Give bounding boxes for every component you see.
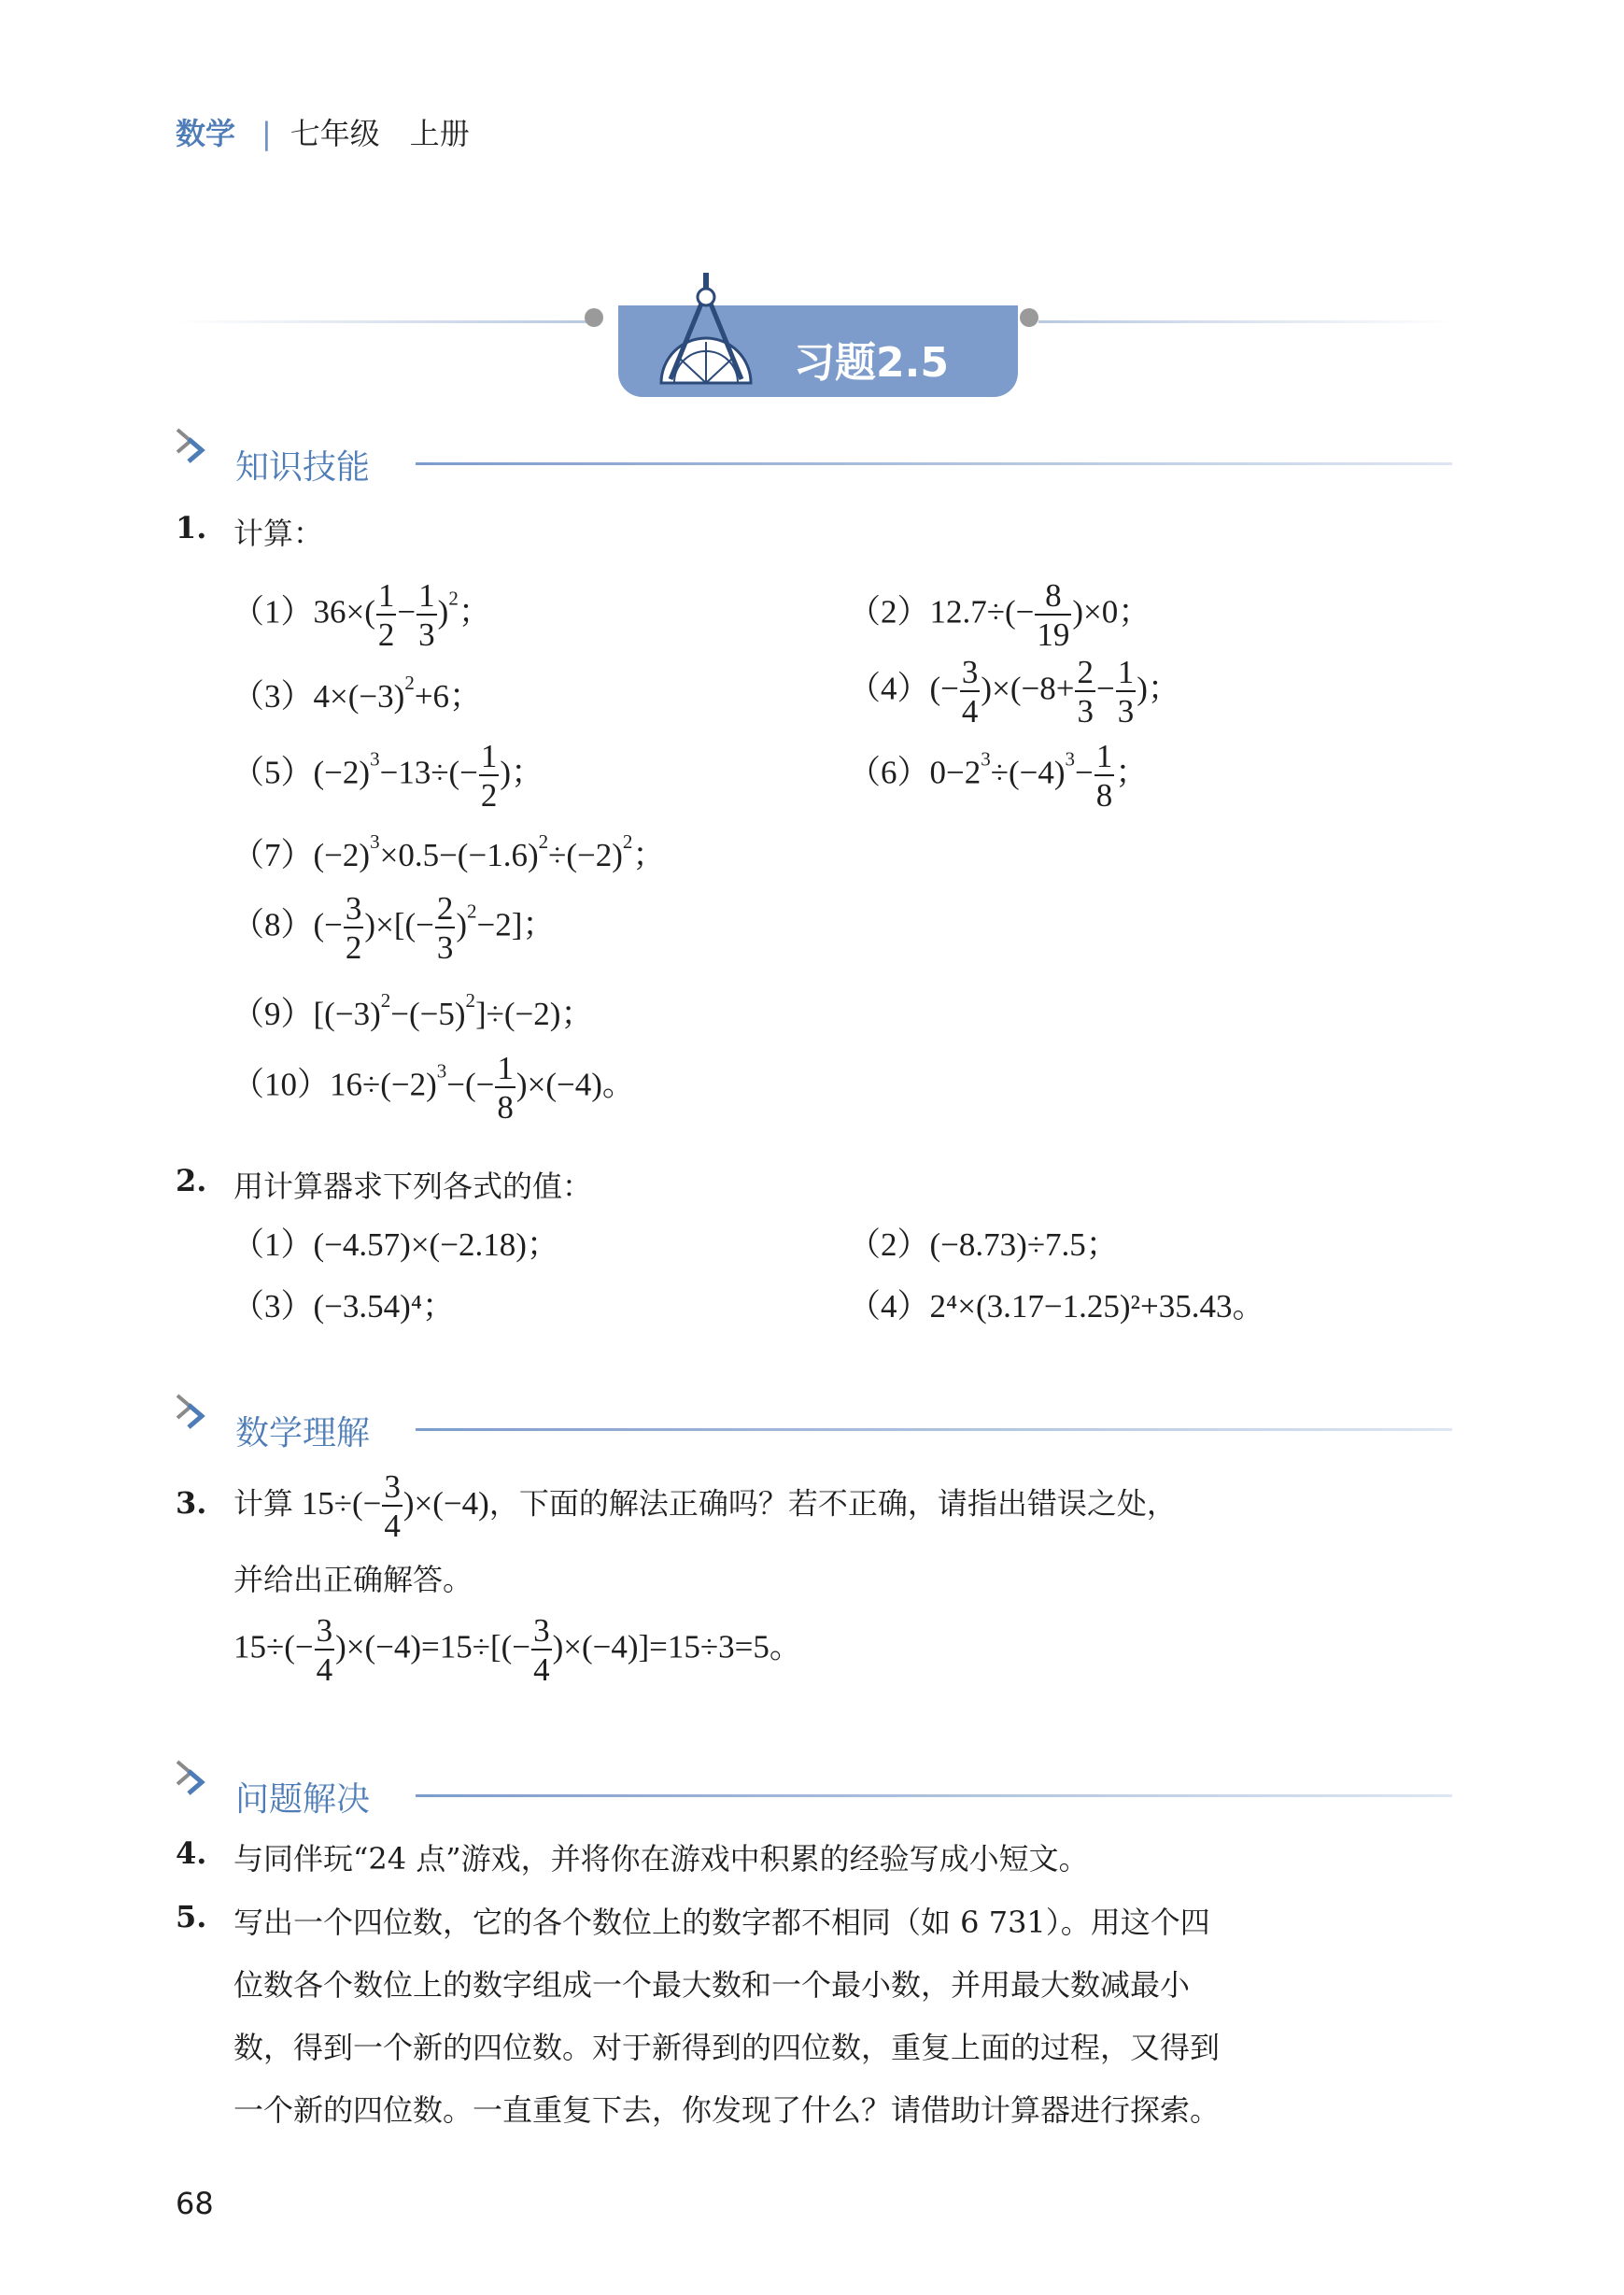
- question-text-line: 位数各个数位上的数字组成一个最大数和一个最小数，并用最大数减最小: [233, 1967, 1191, 2003]
- page-number: 68: [176, 2186, 214, 2221]
- header-divider: |: [261, 116, 272, 151]
- expression-2-2: （2）(−8.73)÷7.5；: [848, 1226, 1119, 1263]
- chevron-right-icon: [174, 1392, 215, 1433]
- expression-2-4: （4）2⁴×(3.17−1.25)²+35.43。: [848, 1288, 1265, 1325]
- question-number: 1.: [176, 510, 207, 545]
- banner-tab-right: [1020, 308, 1038, 327]
- chevron-right-icon: [174, 1758, 215, 1799]
- expression-1-8: （8）(− $\frac{3}{2}$ )×[(− $\frac{2}{3}$ )$^2$−2]；: [232, 890, 556, 966]
- banner-rule-left: [176, 320, 586, 323]
- question-text-line: 一个新的四位数。一直重复下去，你发现了什么？请借助计算器进行探索。: [233, 2092, 1221, 2128]
- question-number: 2.: [176, 1163, 207, 1198]
- running-header: [176, 110, 470, 153]
- question-text: 用计算器求下列各式的值：: [233, 1169, 593, 1204]
- section-title-knowledge: 知识技能: [235, 448, 371, 487]
- exercise-title: 习题2.5: [794, 339, 949, 387]
- expression-1-10: $(10)16\div(-2)^3-(-$ $\frac{1}{8}$ )×(−4)。: [232, 1050, 635, 1126]
- expression-1-6: $(6)0-2^3\div(-4)^3-$ $\frac{1}{8}$ ；: [848, 738, 1149, 814]
- expression-1-9: $(9)[(-3)^2-(-5)^2]\div(-2)$；: [232, 989, 594, 1032]
- question-number: 3.: [176, 1485, 207, 1521]
- expression-1-7: $(7)(-2)^3\times 0.5-(-1.6)^2\div(-2)^2$；: [232, 830, 666, 873]
- expression-2-3: （3）(−3.54)⁴；: [232, 1288, 456, 1325]
- given-solution: 15÷(− $\frac{3}{4}$ )×(−4)=15÷[(− $\frac{3}{4}$ )×(−4)]=15÷3=5。: [233, 1612, 802, 1688]
- question-text: 计算 15÷(− $\frac{3}{4}$ )×(−4)，下面的解法正确吗？若不正确，请指出错误之处，: [233, 1468, 1177, 1544]
- expression-1-3: $(3)4\times(-3)^2+6$；: [232, 672, 483, 715]
- chevron-right-icon: [174, 426, 215, 467]
- question-number: 5.: [176, 1899, 207, 1934]
- expression-1-2: （2）12.7÷(− $\frac{8}{19}$ )×0；: [848, 577, 1151, 653]
- banner-rule-right: [1038, 320, 1459, 323]
- grade-label: 七年级 上册: [289, 116, 470, 151]
- question-text-continued: 并给出正确解答。: [233, 1562, 473, 1597]
- section-title-problem-solving: 问题解决: [235, 1780, 371, 1819]
- subject-label: 数学: [176, 116, 236, 151]
- section-title-understanding: 数学理解: [235, 1414, 371, 1452]
- section-rule: [416, 1428, 1452, 1431]
- question-number: 4.: [176, 1835, 207, 1871]
- expression-2-1: （1）(−4.57)×(−2.18)；: [232, 1226, 559, 1263]
- expression-1-5: $(5)(-2)^3-13\div(-$ $\frac{1}{2}$ )；: [232, 738, 544, 814]
- banner-tab-left: [585, 308, 603, 327]
- section-rule: [416, 1794, 1452, 1797]
- question-text: 计算：: [233, 516, 324, 551]
- question-text-line: 写出一个四位数，它的各个数位上的数字都不相同（如 6 731）。用这个四: [233, 1905, 1210, 1940]
- question-text-line: 数，得到一个新的四位数。对于新得到的四位数，重复上面的过程，又得到: [233, 2030, 1221, 2065]
- question-text: 与同伴玩“24 点”游戏，并将你在游戏中积累的经验写成小短文。: [233, 1841, 1089, 1877]
- compass-protractor-icon: [654, 269, 758, 389]
- expression-1-1: （1）36×( $\frac{1}{2}$ − $\frac{1}{3}$ )$^2$；: [232, 577, 491, 653]
- section-rule: [416, 462, 1452, 465]
- expression-1-4: （4）(− $\frac{3}{4}$ )×(−8+ $\frac{2}{3}$ − $\frac{1}{3}$ )；: [848, 654, 1180, 730]
